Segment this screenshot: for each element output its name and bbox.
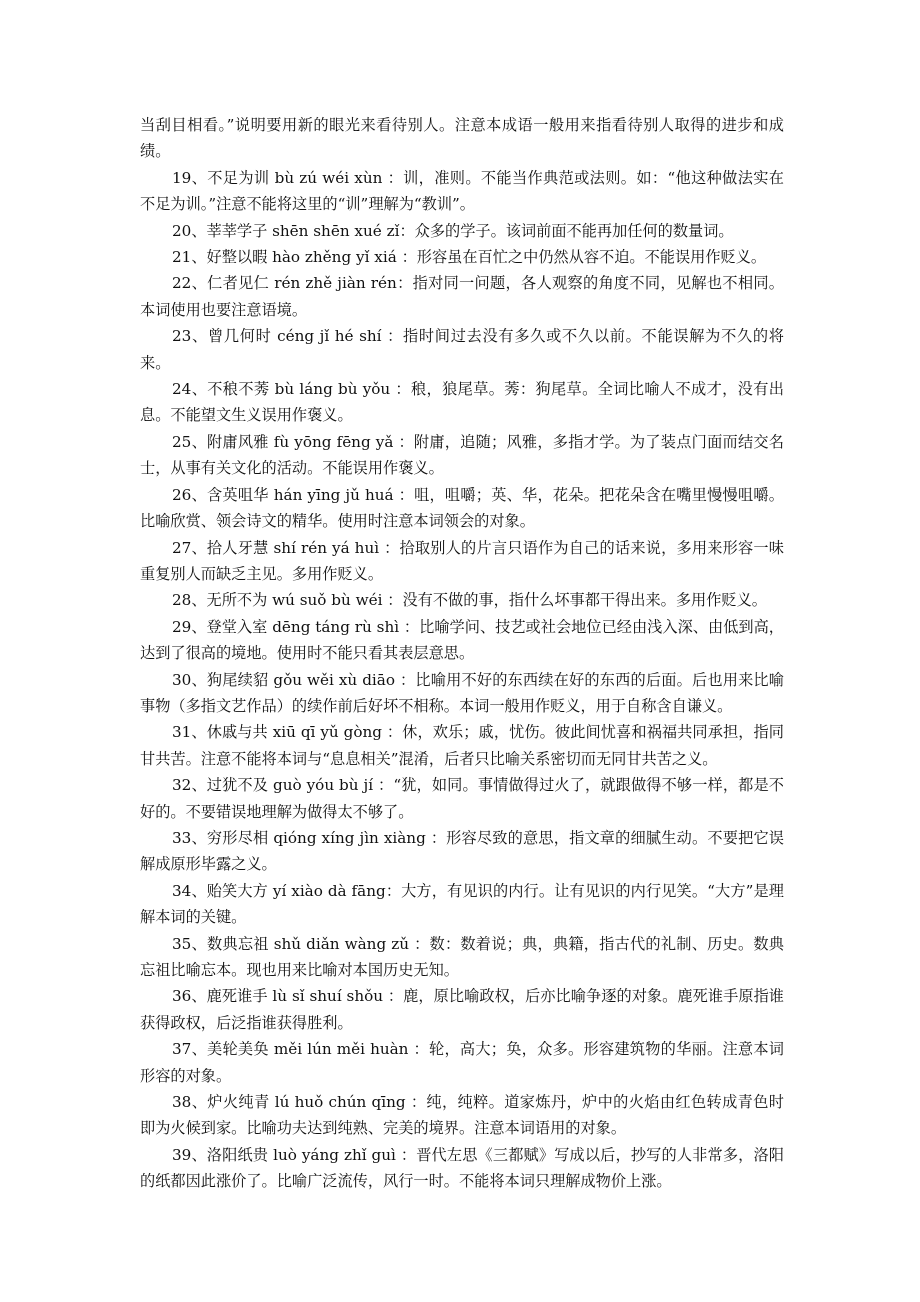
idiom-entry-24: 24、不稂不莠 bù láng bù yǒu ：稂，狼尾草。莠：狗尾草。全词比喻人不成才，没有出息。不能望文生义误用作褒义。 <box>140 380 784 425</box>
idiom-entry-31: 31、休戚与共 xiū qī yǔ gòng ：休，欢乐；戚，忧伤。彼此间忧喜和祸福共同承担，指同甘共苦。注意不能将本词与“息息相关”混淆，后者只比喻关系密切而无同甘共苦之义。 <box>140 723 784 768</box>
idiom-entry-28: 28、无所不为 wú suǒ bù wéi ：没有不做的事，指什么坏事都干得出来。多用作贬义。 <box>172 591 767 610</box>
idiom-entry-27: 27、拾人牙慧 shí rén yá huì ：拾取别人的片言只语作为自己的话来说，多用来形容一味重复别人而缺乏主见。多用作贬义。 <box>140 538 784 583</box>
idiom-entry-25: 25、附庸风雅 fù yōng fēng yǎ ：附庸，追随；风雅，多指才学。为了装点门面而结交名士，从事有关文化的活动。不能误用作褒义。 <box>140 432 784 478</box>
idiom-entry-29: 29、登堂入室 dēng táng rù shì ：比喻学问、技艺或社会地位已经由浅入深、由低到高，达到了很高的境地。使用时不能只看其表层意思。 <box>140 617 784 663</box>
idiom-entry-30: 30、狗尾续貂 gǒu wěi xù diāo ：比喻用不好的东西续在好的东西的后面。后也用来比喻事物（多指文艺作品）的续作前后好坏不相称。本词一般用作贬义，用于自称含自谦义。 <box>140 670 784 715</box>
idiom-entry-37: 37、美轮美奂 měi lún měi huàn ：轮，高大；奂，众多。形容建筑物的华丽。注意本词形容的对象。 <box>140 1040 784 1085</box>
idiom-entry-36: 36、鹿死谁手 lù sǐ shuí shǒu ：鹿，原比喻政权，后亦比喻争逐的对象。鹿死谁手原指谁获得政权，后泛指谁获得胜利。 <box>140 987 784 1032</box>
document-page <box>140 112 784 1195</box>
idiom-entry-19: 19、不足为训 bù zú wéi xùn ：训，准则。不能当作典范或法则。如：“他这种做法实在不足为训。”注意不能将这里的“训”理解为“教训”。 <box>140 168 784 214</box>
idiom-entry-35: 35、数典忘祖 shǔ diǎn wàng zǔ ：数：数着说；典，典籍，指古代的礼制、历史。数典忘祖比喻忘本。现也用来比喻对本国历史无知。 <box>140 934 784 979</box>
idiom-entry-34: 34、贻笑大方 yí xiào dà fāng：大方，有见识的内行。让有见识的内行见笑。“大方”是理解本词的关键。 <box>140 881 784 927</box>
idiom-entry-33: 33、穷形尽相 qióng xíng jìn xiàng ：形容尽致的意思，指文章的细腻生动。不要把它误解成原形毕露之义。 <box>140 828 784 874</box>
idiom-entry-32: 32、过犹不及 guò yóu bù jí ：“犹，如同。事情做得过火了，就跟做得不够一样，都是不好的。不要错误地理解为做得太不够了。 <box>140 776 784 821</box>
lead-paragraph: 当刮目相看。”说明要用新的眼光来看待别人。注意本成语一般用来指看待别人取得的进步和成绩。 <box>140 116 784 161</box>
idiom-entry-22: 22、仁者见仁 rén zhě jiàn rén：指对同一问题，各人观察的角度不同，见解也不相同。本词使用也要注意语境。 <box>140 274 784 319</box>
idiom-entry-21: 21、好整以暇 hào zhěng yǐ xiá ：形容虽在百忙之中仍然从容不迫。不能误用作贬义。 <box>172 248 767 267</box>
idiom-entry-20: 20、莘莘学子 shēn shēn xué zǐ：众多的学子。该词前面不能再加任何的数量词。 <box>172 221 734 240</box>
idiom-entry-23: 23、曾几何时 céng jǐ hé shí ：指时间过去没有多久或不久以前。不能误解为不久的将来。 <box>140 327 784 372</box>
idiom-entry-38: 38、炉火纯青 lú huǒ chún qīng ：纯，纯粹。道家炼丹，炉中的火焰由红色转成青色时即为火候到家。比喻功夫达到纯熟、完美的境界。注意本词语用的对象。 <box>140 1093 784 1138</box>
idiom-entry-39: 39、洛阳纸贵 luò yáng zhǐ guì ：晋代左思《三都赋》写成以后，抄写的人非常多，洛阳的纸都因此涨价了。比喻广泛流传，风行一时。不能将本词只理解成物价上涨。 <box>140 1145 784 1191</box>
idiom-entry-26: 26、含英咀华 hán yīng jǔ huá ：咀，咀嚼；英、华，花朵。把花朵含在嘴里慢慢咀嚼。比喻欣赏、领会诗文的精华。使用时注意本词领会的对象。 <box>140 485 784 531</box>
